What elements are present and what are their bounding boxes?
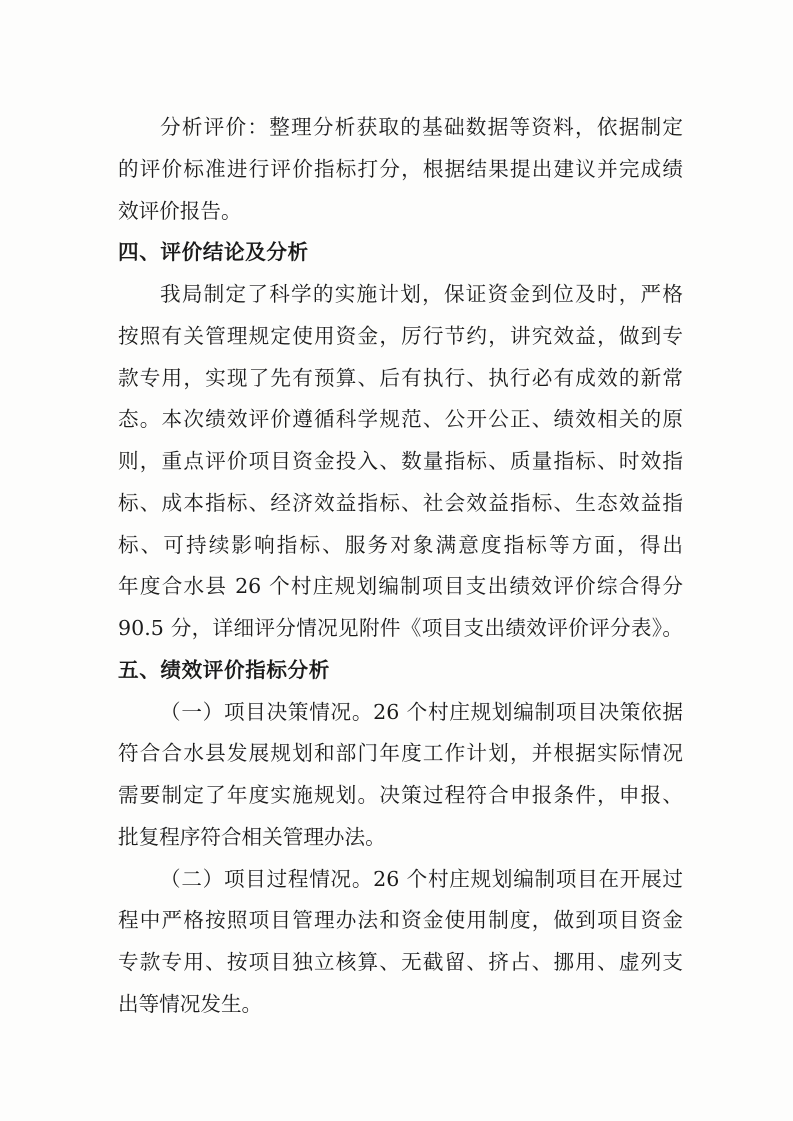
text-line: 标、可持续影响指标、服务对象满意度指标等方面，得出 [118, 532, 683, 557]
text-line: 符合合水县发展规划和部门年度工作计划，并根据实际情况 [118, 741, 683, 766]
text-line: 分析评价：整理分析获取的基础数据等资料，依据制定 [160, 115, 683, 139]
paragraph-project-decision [118, 692, 683, 859]
section-heading-4: 四、评价结论及分析 [118, 240, 309, 265]
text-line: 标、成本指标、经济效益指标、社会效益指标、生态效益指 [118, 490, 683, 515]
paragraph-analysis-evaluation [118, 107, 683, 232]
text-line: 的评价标准进行评价指标打分，根据结果提出建议并完成绩 [118, 156, 683, 181]
text-line: 专款专用、按项目独立核算、无截留、挤占、挪用、虚列支 [118, 950, 683, 974]
text-line: 出等情况发生。 [118, 991, 263, 1016]
document-body [118, 107, 683, 1026]
text-line: 批复程序符合相关管理办法。 [118, 824, 386, 849]
text-line: （一）项目决策情况。26 个村庄规划编制项目决策依据 [160, 699, 683, 724]
text-line: 态。本次绩效评价遵循科学规范、公开公正、绩效相关的原 [118, 407, 683, 432]
text-line: 则，重点评价项目资金投入、数量指标、质量指标、时效指 [118, 449, 683, 473]
text-line: 需要制定了年度实施规划。决策过程符合申报条件，申报、 [118, 783, 683, 807]
text-line: 90.5 分，详细评分情况见附件《项目支出绩效评价评分表》。 [118, 616, 683, 640]
paragraph-project-process [118, 859, 683, 1026]
section-heading-5: 五、绩效评价指标分析 [118, 657, 330, 682]
text-line: 按照有关管理规定使用资金，厉行节约，讲究效益，做到专 [118, 323, 683, 348]
paragraph-evaluation-conclusion [118, 274, 683, 650]
text-line: 款专用，实现了先有预算、后有执行、执行必有成效的新常 [118, 365, 683, 390]
text-line: 年度合水县 26 个村庄规划编制项目支出绩效评价综合得分 [118, 574, 683, 599]
text-line: 效评价报告。 [118, 198, 242, 223]
text-line: 程中严格按照项目管理办法和资金使用制度，做到项目资金 [118, 908, 683, 933]
text-line: 我局制定了科学的实施计划，保证资金到位及时，严格 [160, 282, 683, 306]
text-line: （二）项目过程情况。26 个村庄规划编制项目在开展过 [160, 866, 683, 891]
